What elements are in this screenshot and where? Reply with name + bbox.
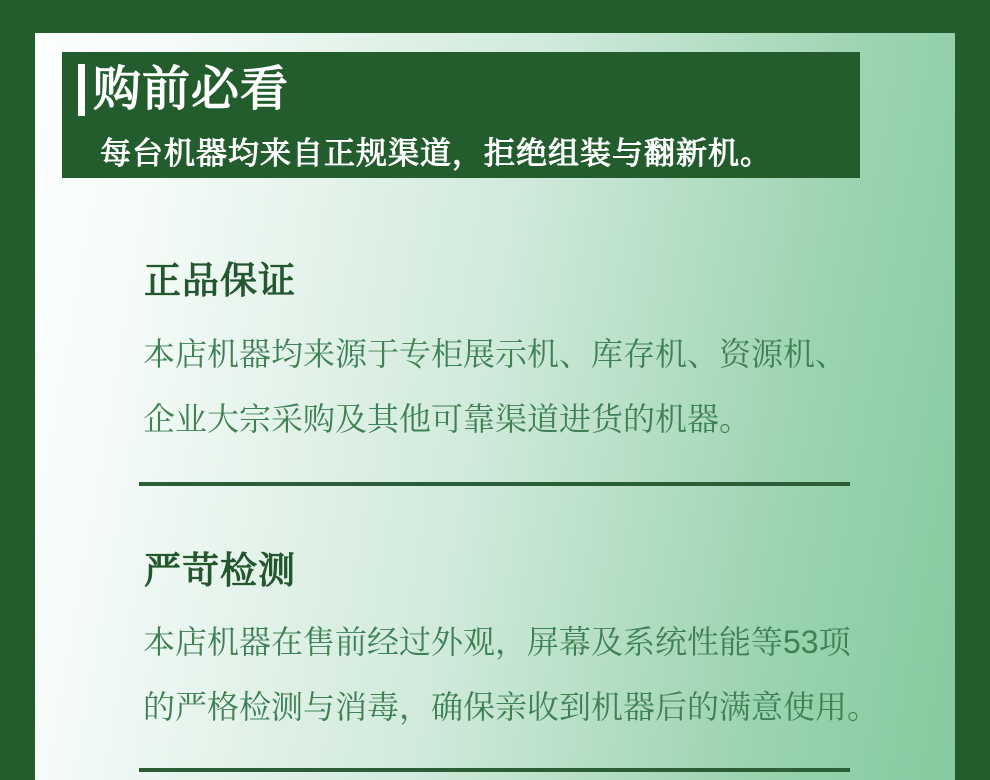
header-banner — [62, 52, 860, 178]
title-accent-bar — [78, 64, 85, 116]
frame-top-bar — [0, 0, 990, 33]
section-title-authenticity: 正品保证 — [144, 260, 296, 301]
section-inspection-line-2: 的严格检测与消毒，确保亲收到机器后的满意使用。 — [143, 689, 880, 725]
section-title-inspection: 严苛检测 — [144, 550, 296, 591]
frame-right-strip — [955, 0, 990, 780]
banner-title: 购前必看 — [93, 63, 290, 116]
section-authenticity-line-2: 企业大宗采购及其他可靠渠道进货的机器。 — [143, 401, 752, 437]
section-authenticity-line-1: 本店机器均来源于专柜展示机、库存机、资源机、 — [143, 336, 848, 372]
section-inspection-line-1: 本店机器在售前经过外观，屏幕及系统性能等53项 — [143, 624, 851, 660]
banner-title-row — [78, 64, 289, 116]
section-divider — [139, 482, 850, 486]
frame-left-strip — [0, 0, 35, 780]
banner-subtitle: 每台机器均来自正规渠道，拒绝组装与翻新机。 — [100, 136, 772, 171]
section-divider — [139, 768, 850, 772]
